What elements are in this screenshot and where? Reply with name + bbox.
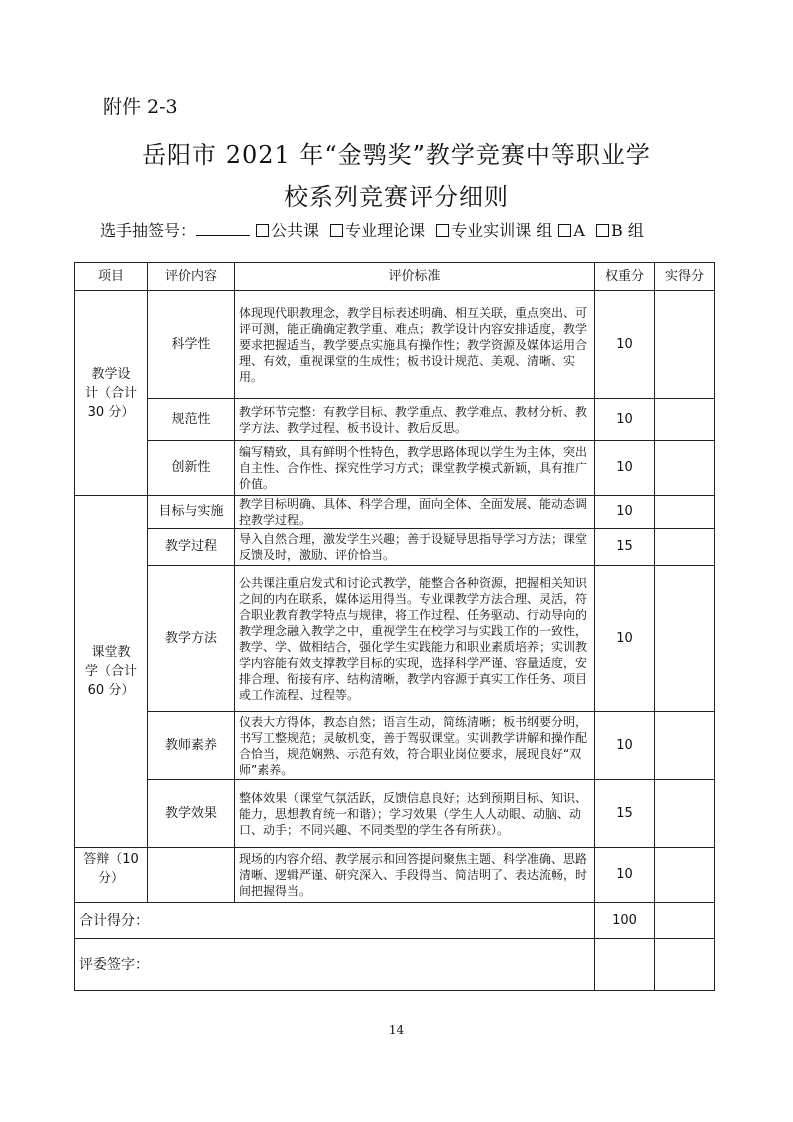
table-row: [75, 441, 715, 496]
standard-cell: 仪表大方得体，教态自然；语言生动，简练清晰；板书纲要分明，书写工整规范；灵敏机变，善于驾驭课堂。实训教学讲解和操作配合恰当，规范娴熟、示范有效，符合职业岗位要求，展现良好“双师”素养。: [235, 712, 595, 780]
selector-line: [100, 218, 644, 241]
option-public-course: 公共课: [271, 221, 320, 240]
judge-signature-label: 评委签字：: [75, 939, 595, 991]
header-weight: 权重分: [595, 263, 655, 291]
standard-cell: 教学环节完整：有教学目标、教学重点、教学难点、教材分析、教学方法、教学过程、板书设计、教后反思。: [235, 399, 595, 441]
signature-blank-cell-2: [655, 939, 715, 991]
header-standard: 评价标准: [235, 263, 595, 291]
weight-cell: 10: [595, 848, 655, 903]
option-group-b: B 组: [611, 221, 644, 240]
draw-number-label: 选手抽签号：: [100, 221, 197, 240]
checkbox-public-course[interactable]: [256, 224, 269, 237]
score-cell[interactable]: [655, 529, 715, 566]
score-cell[interactable]: [655, 712, 715, 780]
group-label: 组: [536, 221, 553, 240]
total-score-label: 合计得分：: [75, 903, 595, 939]
scoring-table: [74, 262, 715, 991]
table-row: [75, 566, 715, 712]
score-cell[interactable]: [655, 780, 715, 848]
weight-cell: 15: [595, 529, 655, 566]
standard-cell: 公共课注重启发式和讨论式教学，能整合各种资源，把握相关知识之间的内在联系，媒体运用得当。专业课教学方法合理、灵活，符合职业教育教学特点与规律，将工作过程、任务驱动、行动导向的教学理念融入教学之中，重视学生在校学习与实践工作的一致性，教学、学、做相结合，强化学生实践能力和职业素质培养；实训教学内容能有效支撑教学目标的实现，选择科学严谨、容量适度，安排合理、衔接有序、结构清晰，教学内容源于真实工作任务、项目或工作流程、过程等。: [235, 566, 595, 712]
category-defense: 答辩（10 分）: [75, 848, 148, 903]
item-cell: 科学性: [148, 291, 235, 399]
table-row: [75, 780, 715, 848]
item-cell: 规范性: [148, 399, 235, 441]
table-row: [75, 496, 715, 529]
table-row: [75, 712, 715, 780]
weight-cell: 10: [595, 291, 655, 399]
item-cell: [148, 848, 235, 903]
item-cell: 教师素养: [148, 712, 235, 780]
score-cell[interactable]: [655, 291, 715, 399]
header-score: 实得分: [655, 263, 715, 291]
option-theory-course: 专业理论课: [345, 221, 426, 240]
standard-cell: 教学目标明确、具体、科学合理，面向全体、全面发展、能动态调控教学过程。: [235, 496, 595, 529]
weight-cell: 10: [595, 399, 655, 441]
table-row: [75, 291, 715, 399]
standard-cell: 导入自然合理，激发学生兴趣；善于设疑导思指导学习方法；课堂反馈及时，激励、评价恰当。: [235, 529, 595, 566]
header-content: 评价内容: [148, 263, 235, 291]
score-cell[interactable]: [655, 441, 715, 496]
score-cell[interactable]: [655, 566, 715, 712]
category-classroom-teaching: 课堂教 学（合计 60 分）: [75, 496, 148, 848]
item-cell: 教学过程: [148, 529, 235, 566]
title-line-2: 校系列竞赛评分细则: [284, 183, 509, 211]
score-cell[interactable]: [655, 496, 715, 529]
checkbox-practice-course[interactable]: [436, 224, 449, 237]
total-weight: 100: [595, 903, 655, 939]
signature-row: [75, 939, 715, 991]
weight-cell: 10: [595, 566, 655, 712]
page-number: 14: [388, 1023, 405, 1037]
standard-cell: 编写精致，具有鲜明个性特色，教学思路体现以学生为主体，突出自主性、合作性、探究性学习方式；课堂教学模式新颖，具有推广价值。: [235, 441, 595, 496]
draw-number-blank[interactable]: [196, 221, 250, 236]
weight-cell: 10: [595, 441, 655, 496]
checkbox-group-b[interactable]: [596, 224, 609, 237]
score-cell[interactable]: [655, 848, 715, 903]
standard-cell: 整体效果（课堂气氛活跃，反馈信息良好；达到预期目标、知识、能力，思想教育统一和谐）；学习效果（学生人人动眼、动脑、动口、动手；不同兴趣、不同类型的学生各有所获）。: [235, 780, 595, 848]
signature-blank-cell: [595, 939, 655, 991]
score-cell[interactable]: [655, 399, 715, 441]
header-project: 项目: [75, 263, 148, 291]
table-row: [75, 399, 715, 441]
table-row: [75, 848, 715, 903]
title-line-1: 岳阳市 2021 年“金鹗奖”教学竞赛中等职业学: [142, 141, 651, 169]
annex-label: 附件 2-3: [103, 96, 178, 118]
standard-cell: 体现现代职教理念，教学目标表述明确、相互关联，重点突出、可评可测，能正确确定教学重、难点；教学设计内容安排适度，教学要求把握适当，教学要点实施具有操作性；教学资源及媒体运用合理、有效，重视课堂的生成性；板书设计规范、美观、清晰、实用。: [235, 291, 595, 399]
weight-cell: 10: [595, 496, 655, 529]
total-score-cell[interactable]: [655, 903, 715, 939]
checkbox-theory-course[interactable]: [330, 224, 343, 237]
weight-cell: 15: [595, 780, 655, 848]
weight-cell: 10: [595, 712, 655, 780]
item-cell: 创新性: [148, 441, 235, 496]
table-header-row: [75, 263, 715, 291]
checkbox-group-a[interactable]: [558, 224, 571, 237]
item-cell: 教学方法: [148, 566, 235, 712]
item-cell: 目标与实施: [148, 496, 235, 529]
table-row: [75, 529, 715, 566]
total-row: [75, 903, 715, 939]
option-practice-course: 专业实训课: [451, 221, 532, 240]
item-cell: 教学效果: [148, 780, 235, 848]
category-teaching-design: 教学设 计（合计 30 分）: [75, 291, 148, 496]
option-group-a: A: [573, 221, 585, 240]
standard-cell: 现场的内容介绍、教学展示和回答提问聚焦主题、科学准确、思路清晰、逻辑严谨、研究深入、手段得当、简洁明了、表达流畅，时间把握得当。: [235, 848, 595, 903]
